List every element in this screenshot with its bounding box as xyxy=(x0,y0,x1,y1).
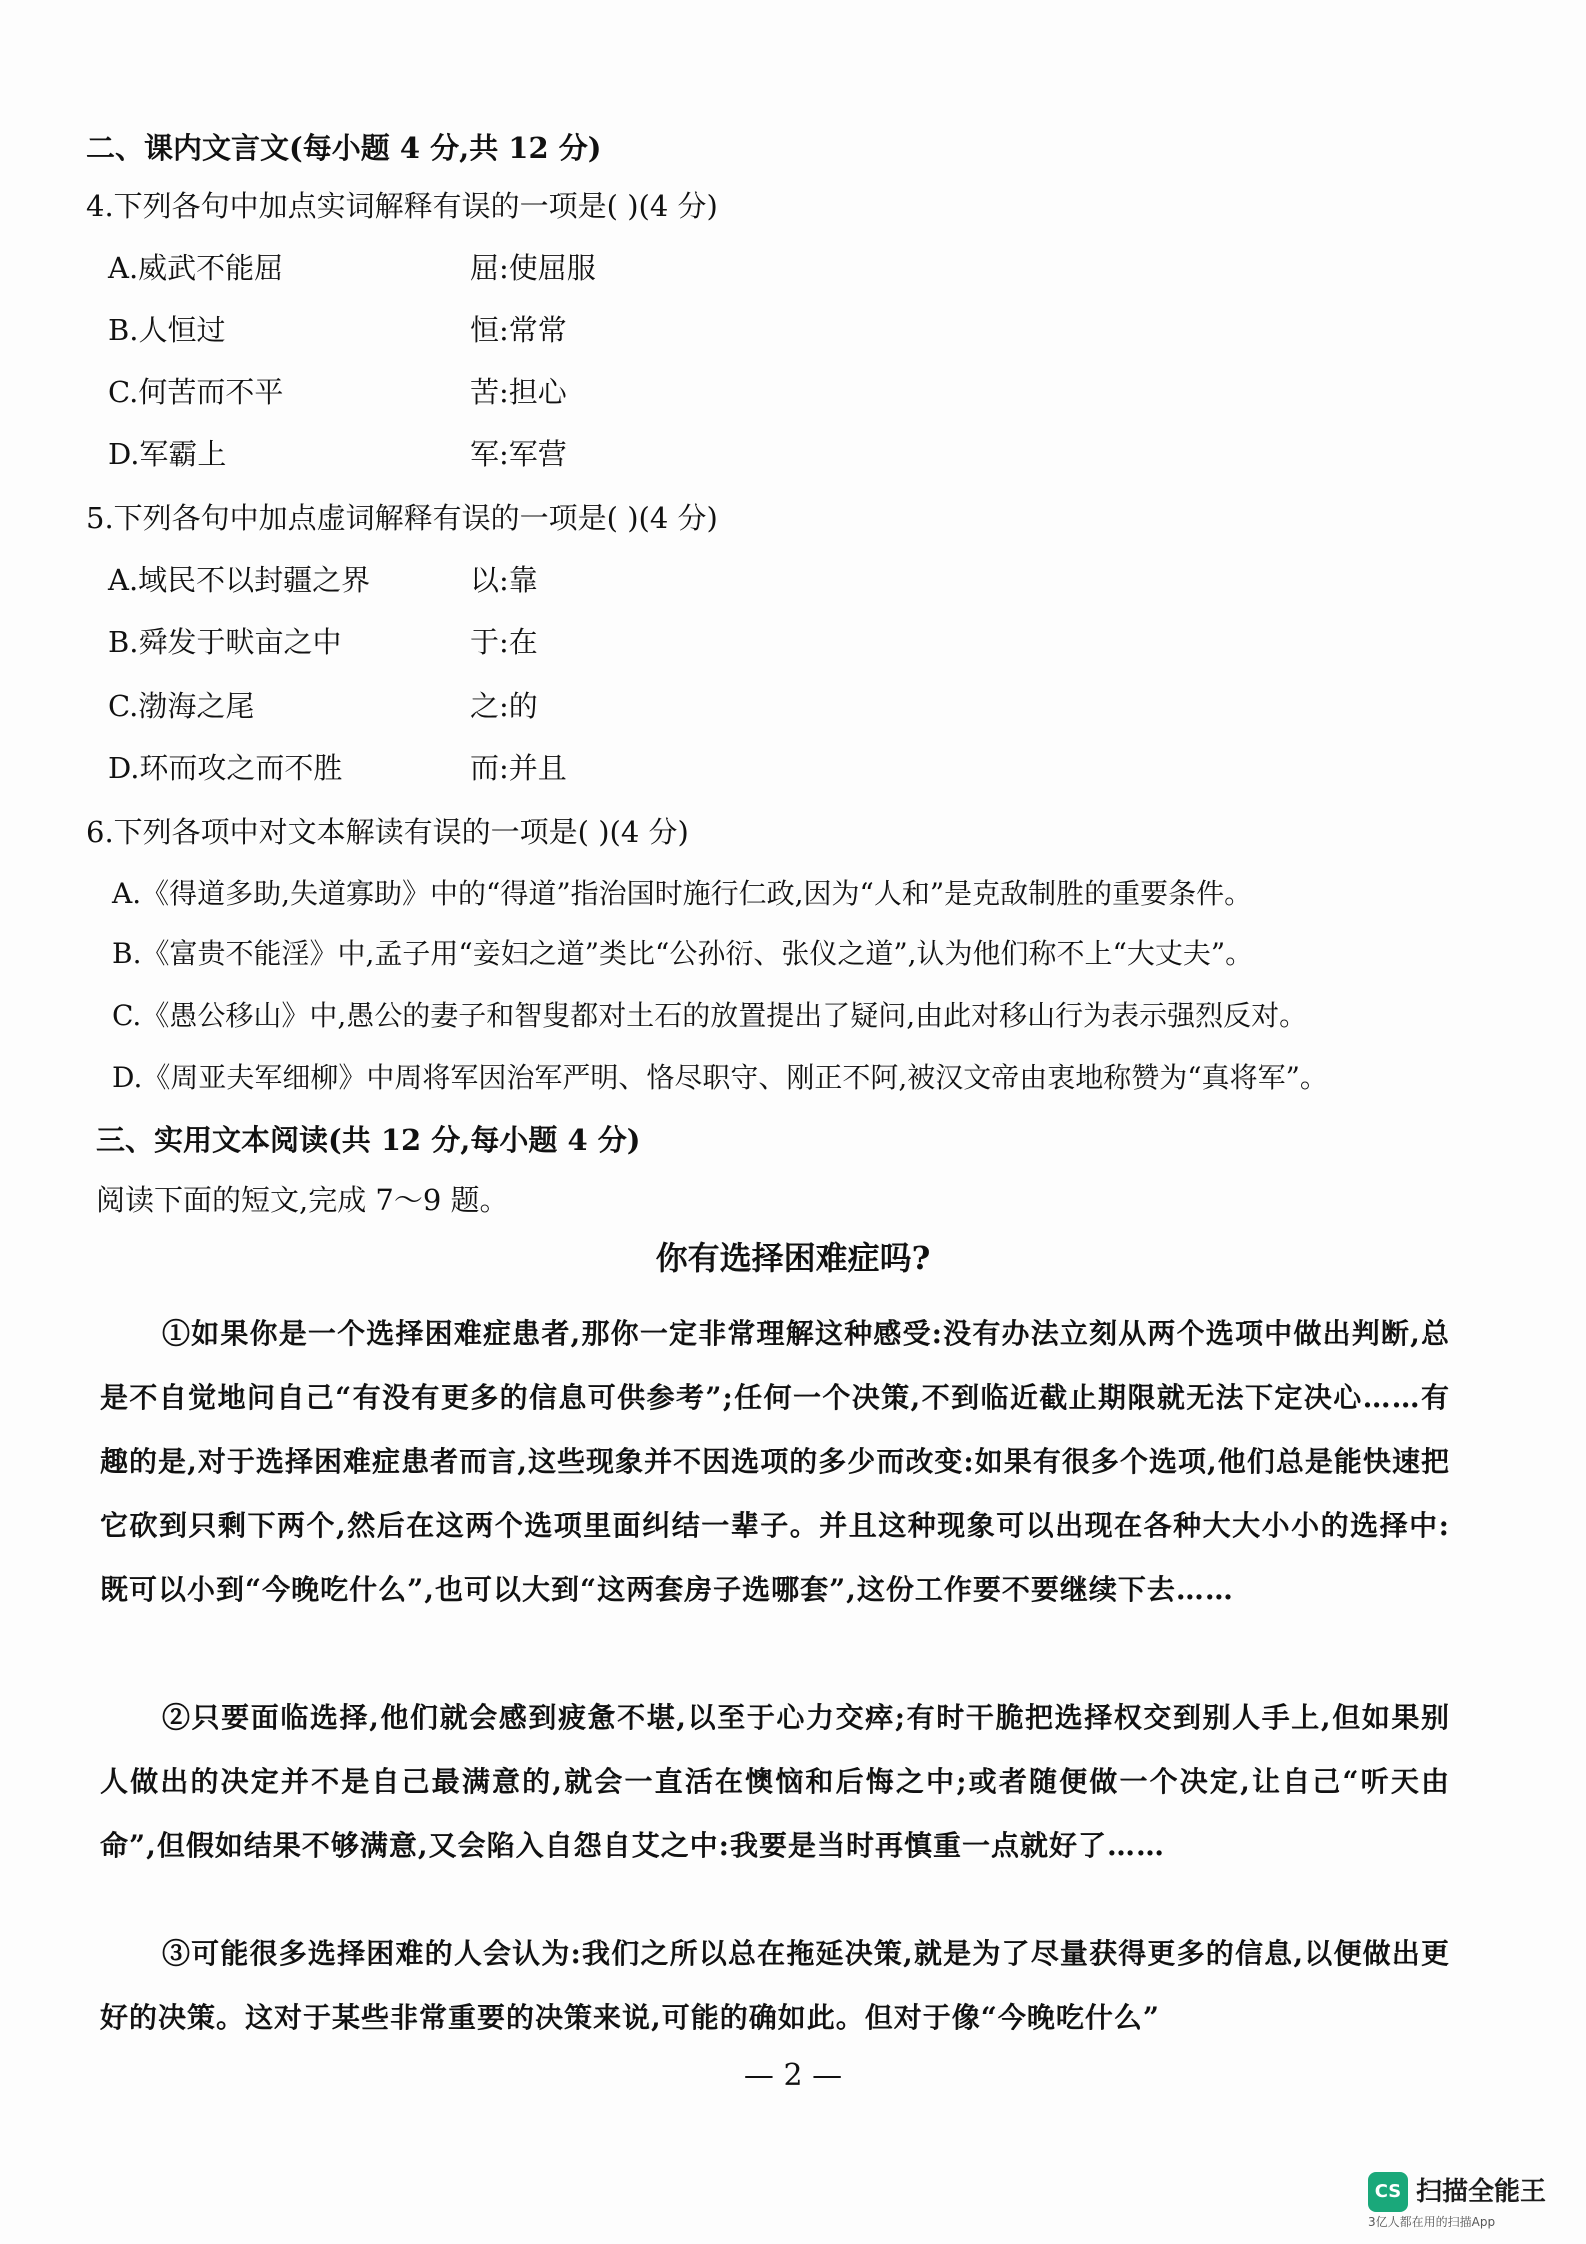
watermark-tagline: 3亿人都在用的扫描App xyxy=(1368,2215,1496,2229)
question-5-stem: 5.下列各句中加点虚词解释有误的一项是( )(4 分) xyxy=(86,501,718,535)
camscanner-logo-icon: CS xyxy=(1368,2172,1408,2212)
q5-option-d-gloss: 而:并且 xyxy=(470,751,567,785)
q4-option-b-gloss: 恒:常常 xyxy=(470,313,567,347)
q4-option-c-gloss: 苦:担心 xyxy=(470,375,567,409)
q4-option-b-sentence: B.人恒过 xyxy=(108,313,226,347)
q5-option-b-sentence: B.舜发于畎亩之中 xyxy=(108,625,342,659)
q5-option-c-gloss: 之:的 xyxy=(470,689,538,723)
q4-option-c-sentence: C.何苦而不平 xyxy=(108,375,284,409)
article-paragraph-3: ③可能很多选择困难的人会认为:我们之所以总在拖延决策,就是为了尽量获得更多的信息,以便做出更好的决策。这对于某些非常重要的决策来说,可能的确如此。但对于像“今晚吃什么” xyxy=(100,1937,1450,2034)
article-paragraph-1: ①如果你是一个选择困难症患者,那你一定非常理解这种感受:没有办法立刻从两个选项中做出判断,总是不自觉地问自己“有没有更多的信息可供参考”;任何一个决策,不到临近截止期限就无法下定决心……有趣的是,对于选择困难症患者而言,这些现象并不因选项的多少而改变:如果有很多个选项,他们总是能快速把它砍到只剩下两个,然后在这两个选项里面纠结一辈子。并且这种现象可以出现在各种大大小小的选择中:既可以小到“今晚吃什么”,也可以大到“这两套房子选哪套”,这份工作要不要继续下去…… xyxy=(100,1317,1450,1606)
q4-option-d-sentence: D.军霸上 xyxy=(108,437,227,471)
q6-option-c: C.《愚公移山》中,愚公的妻子和智叟都对土石的放置提出了疑问,由此对移山行为表示强烈反对。 xyxy=(112,999,1308,1032)
q4-option-d-gloss: 军:军营 xyxy=(470,437,567,471)
reading-instruction: 阅读下面的短文,完成 7～9 题。 xyxy=(96,1183,509,1217)
scanner-watermark xyxy=(1368,2172,1568,2232)
q5-option-c-sentence: C.渤海之尾 xyxy=(108,689,255,723)
q5-option-a-sentence: A.域民不以封疆之界 xyxy=(108,563,371,597)
q4-option-a-sentence: A.威武不能屈 xyxy=(108,251,284,285)
q6-option-d: D.《周亚夫军细柳》中周将军因治军严明、恪尽职守、刚正不阿,被汉文帝由衷地称赞为“真将军”。 xyxy=(112,1061,1328,1094)
watermark-app-name: 扫描全能王 xyxy=(1416,2177,1547,2207)
section-3-heading: 三、实用文本阅读(共 12 分,每小题 4 分) xyxy=(96,1123,641,1157)
section-2-heading: 二、课内文言文(每小题 4 分,共 12 分) xyxy=(86,131,602,165)
question-4-stem: 4.下列各句中加点实词解释有误的一项是( )(4 分) xyxy=(86,189,718,223)
q4-option-a-gloss: 屈:使屈服 xyxy=(470,251,596,285)
q5-option-b-gloss: 于:在 xyxy=(470,625,538,659)
q6-option-b: B.《富贵不能淫》中,孟子用“妾妇之道”类比“公孙衍、张仪之道”,认为他们称不上“大丈夫”。 xyxy=(112,937,1254,970)
q6-option-a: A.《得道多助,失道寡助》中的“得道”指治国时施行仁政,因为“人和”是克敌制胜的重要条件。 xyxy=(112,877,1253,910)
q5-option-a-gloss: 以:靠 xyxy=(470,563,538,597)
article-paragraph-2: ②只要面临选择,他们就会感到疲惫不堪,以至于心力交瘁;有时干脆把选择权交到别人手上,但如果别人做出的决定并不是自己最满意的,就会一直活在懊恼和后悔之中;或者随便做一个决定,让自己“听天由命”,但假如结果不够满意,又会陷入自怨自艾之中:我要是当时再慎重一点就好了…… xyxy=(100,1701,1450,1862)
q5-option-d-sentence: D.环而攻之而不胜 xyxy=(108,751,343,785)
question-6-stem: 6.下列各项中对文本解读有误的一项是( )(4 分) xyxy=(86,815,689,849)
page-number: — 2 — xyxy=(743,2058,843,2093)
article-title: 你有选择困难症吗? xyxy=(655,1239,931,1277)
